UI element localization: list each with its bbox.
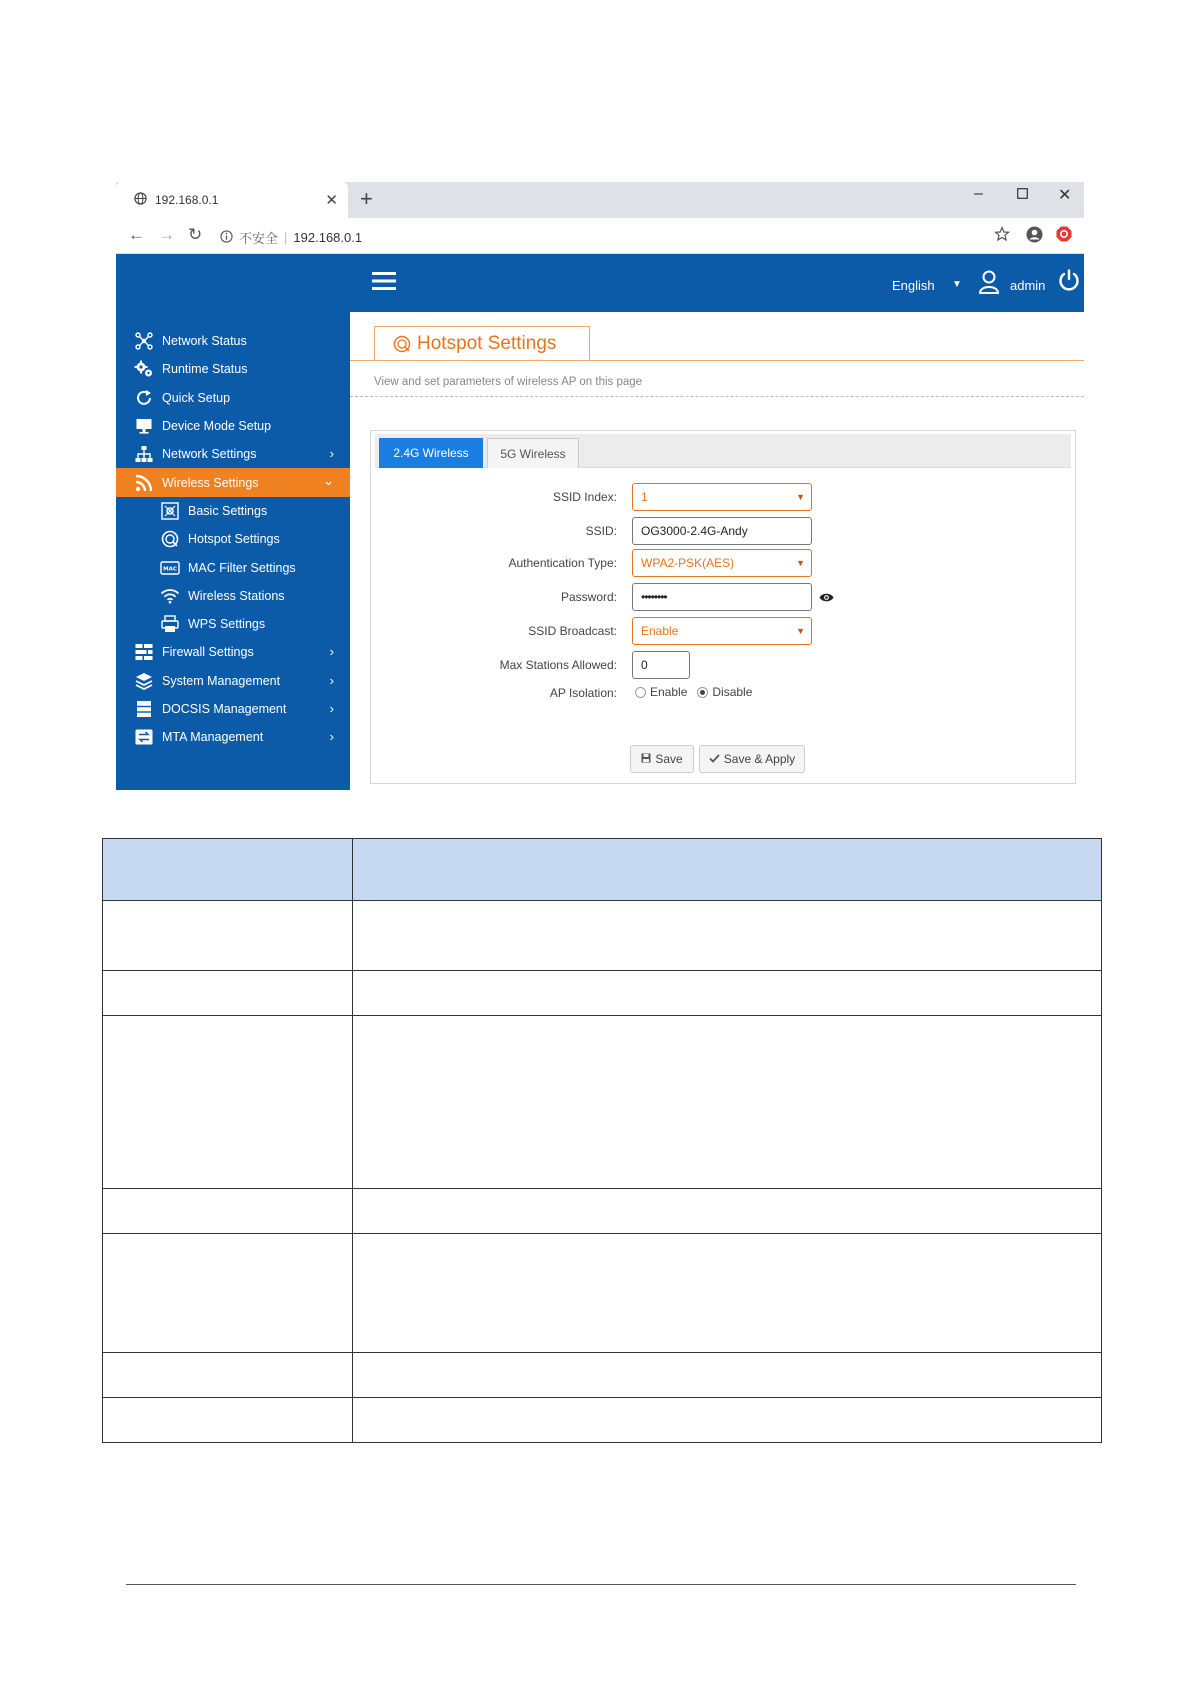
sidebar-item-label: Network Settings bbox=[162, 447, 257, 462]
radio-unchecked bbox=[635, 687, 646, 698]
table-cell bbox=[103, 1189, 353, 1234]
account-icon[interactable] bbox=[1026, 226, 1043, 248]
ssid-broadcast-label: SSID Broadcast: bbox=[528, 624, 617, 638]
table-cell bbox=[352, 1016, 1101, 1189]
ssid-input[interactable]: OG3000-2.4G-Andy bbox=[632, 517, 812, 545]
table-header-cell bbox=[352, 839, 1101, 901]
table-row bbox=[103, 1189, 1102, 1234]
caret-down-icon: ▼ bbox=[796, 626, 805, 636]
ssid-index-select[interactable] bbox=[632, 483, 812, 511]
title-underline bbox=[350, 360, 1084, 361]
extension-stop-icon[interactable] bbox=[1056, 226, 1072, 247]
wifi-icon bbox=[160, 587, 180, 605]
sidebar-item-label: Basic Settings bbox=[188, 503, 268, 518]
hotspot-title-icon bbox=[393, 335, 411, 353]
ssid-broadcast-row bbox=[371, 617, 1075, 645]
table-row bbox=[103, 1016, 1102, 1189]
ap-isolation-label: AP Isolation: bbox=[549, 686, 617, 700]
radio-checked bbox=[697, 687, 708, 698]
basic-settings-icon bbox=[160, 502, 180, 520]
app-header bbox=[116, 254, 1084, 312]
sidebar-item-quick-setup[interactable] bbox=[116, 384, 350, 412]
ssid-index-row bbox=[371, 483, 1075, 511]
parameter-table bbox=[102, 838, 1102, 1443]
password-row bbox=[371, 583, 1075, 611]
password-input[interactable]: •••••••• bbox=[632, 583, 812, 611]
auth-type-select[interactable] bbox=[632, 549, 812, 577]
table-cell bbox=[103, 1398, 353, 1443]
table-cell bbox=[352, 1189, 1101, 1234]
table-cell bbox=[103, 1016, 353, 1189]
user-icon bbox=[978, 270, 1000, 299]
sidebar-item-mac-filter-settings[interactable] bbox=[116, 553, 350, 581]
sidebar-item-wps-settings[interactable] bbox=[116, 610, 350, 638]
star-icon[interactable] bbox=[994, 226, 1010, 247]
sidebar-item-label: Device Mode Setup bbox=[162, 419, 272, 434]
chevron-right-icon: › bbox=[329, 672, 334, 688]
sidebar-item-label: Runtime Status bbox=[162, 362, 248, 377]
max-stations-label: Max Stations Allowed: bbox=[499, 658, 617, 672]
footer-rule bbox=[126, 1584, 1076, 1585]
username: admin bbox=[1010, 278, 1046, 293]
ssid-row bbox=[371, 517, 1075, 545]
sidebar-item-basic-settings[interactable] bbox=[116, 497, 350, 525]
table-cell bbox=[352, 901, 1101, 971]
wps-icon bbox=[160, 615, 180, 633]
caret-down-icon: ▼ bbox=[952, 279, 962, 290]
save-apply-label: Save & Apply bbox=[723, 752, 796, 766]
sidebar-item-label: DOCSIS Management bbox=[162, 702, 287, 716]
caret-down-icon: ▼ bbox=[796, 492, 805, 502]
settings-panel bbox=[370, 430, 1076, 784]
tab-2-4g-wireless[interactable]: 2.4G Wireless bbox=[379, 438, 483, 468]
table-cell bbox=[352, 1353, 1101, 1398]
table-cell bbox=[352, 1234, 1101, 1353]
chevron-right-icon: › bbox=[329, 700, 334, 716]
table-cell bbox=[103, 901, 353, 971]
ap-isolation-disable-radio[interactable] bbox=[697, 685, 752, 699]
save-apply-button[interactable] bbox=[699, 745, 805, 773]
table-row bbox=[103, 1353, 1102, 1398]
floppy-icon bbox=[641, 752, 651, 766]
sidebar-item-wireless-settings[interactable] bbox=[116, 468, 350, 496]
table-row bbox=[103, 901, 1102, 971]
hotspot-icon bbox=[160, 530, 180, 548]
ap-isolation-radios bbox=[635, 685, 752, 699]
sidebar-item-label: MTA Management bbox=[162, 730, 264, 745]
firewall-icon bbox=[134, 643, 154, 661]
sidebar-item-network-status[interactable] bbox=[116, 327, 350, 355]
max-stations-input[interactable]: 0 bbox=[632, 651, 690, 679]
ssid-broadcast-value: Enable bbox=[641, 624, 679, 638]
menu-toggle-icon[interactable] bbox=[372, 272, 396, 295]
ssid-broadcast-select[interactable] bbox=[632, 617, 812, 645]
layers-icon bbox=[134, 672, 154, 690]
max-stations-row bbox=[371, 651, 1075, 679]
main-content bbox=[350, 312, 1084, 790]
dashed-divider bbox=[350, 396, 1084, 397]
globe-icon bbox=[134, 192, 147, 208]
logout-power-icon[interactable] bbox=[1058, 269, 1080, 296]
wireless-band-tabs bbox=[375, 434, 1071, 468]
reload-icon[interactable]: ↻ bbox=[188, 225, 203, 244]
url-separator: | bbox=[284, 230, 288, 245]
password-label: Password: bbox=[560, 590, 617, 604]
sidebar-item-label: Quick Setup bbox=[162, 390, 231, 405]
table-cell bbox=[103, 1353, 353, 1398]
sidebar-item-label: MAC Filter Settings bbox=[188, 560, 296, 575]
ap-isolation-row bbox=[371, 679, 1075, 707]
address-bar bbox=[116, 218, 1084, 254]
eye-icon[interactable] bbox=[819, 590, 834, 608]
table-cell bbox=[352, 1398, 1101, 1443]
maximize-icon[interactable] bbox=[1017, 186, 1028, 204]
ssid-index-value: 1 bbox=[641, 490, 648, 504]
ssid-label: SSID: bbox=[585, 524, 617, 538]
back-icon[interactable]: ← bbox=[128, 225, 145, 244]
table-row bbox=[103, 1234, 1102, 1353]
table-row bbox=[103, 971, 1102, 1016]
forward-icon[interactable]: → bbox=[158, 225, 175, 244]
save-button[interactable] bbox=[630, 745, 694, 773]
table-header-row bbox=[103, 839, 1102, 901]
check-icon bbox=[709, 752, 720, 766]
chevron-right-icon: › bbox=[329, 446, 334, 462]
language-selector[interactable]: English bbox=[892, 278, 935, 293]
table-cell bbox=[352, 971, 1101, 1016]
chevron-down-icon: ⌄ bbox=[323, 473, 334, 489]
radio-label: Disable bbox=[712, 685, 753, 699]
sidebar-item-label: Wireless Stations bbox=[188, 588, 285, 603]
chevron-right-icon: › bbox=[329, 729, 334, 745]
close-tab-icon[interactable]: ✕ bbox=[325, 192, 338, 209]
exchange-icon bbox=[134, 728, 154, 746]
sidebar-item-docsis-management[interactable] bbox=[116, 695, 350, 723]
monitor-icon bbox=[134, 417, 154, 435]
sidebar-item-label: Network Status bbox=[162, 334, 247, 349]
tab-title: 192.168.0.1 bbox=[155, 193, 219, 207]
sitemap-icon bbox=[134, 445, 154, 463]
radio-label: Enable bbox=[650, 685, 688, 699]
svg-text:MAC: MAC bbox=[163, 566, 177, 573]
url-field[interactable] bbox=[220, 228, 362, 247]
refresh-icon bbox=[134, 389, 154, 407]
gears-icon bbox=[134, 360, 154, 378]
sidebar-item-wireless-stations[interactable] bbox=[116, 582, 350, 610]
sidebar-item-firewall-settings[interactable] bbox=[116, 638, 350, 666]
sidebar-item-mta-management[interactable] bbox=[116, 723, 350, 751]
table-header-cell bbox=[103, 839, 353, 901]
sidebar-item-runtime-status[interactable] bbox=[116, 355, 350, 383]
table-cell bbox=[103, 1234, 353, 1353]
new-tab-icon[interactable]: + bbox=[360, 186, 373, 211]
page-title: Hotspot Settings bbox=[417, 332, 557, 354]
mac-icon bbox=[160, 559, 180, 577]
table-cell bbox=[103, 971, 353, 1016]
save-label: Save bbox=[655, 752, 683, 766]
sidebar-item-system-management[interactable] bbox=[116, 667, 350, 695]
page-description: View and set parameters of wireless AP on this page bbox=[374, 376, 643, 388]
url-text: 192.168.0.1 bbox=[293, 230, 363, 245]
sidebar-item-label: Firewall Settings bbox=[162, 645, 254, 660]
info-icon bbox=[220, 230, 233, 246]
table-row bbox=[103, 1398, 1102, 1443]
caret-down-icon: ▼ bbox=[796, 558, 805, 568]
tab-5g-wireless[interactable]: 5G Wireless bbox=[487, 438, 579, 468]
ssid-index-label: SSID Index: bbox=[552, 490, 617, 504]
sidebar-item-label: Hotspot Settings bbox=[188, 532, 280, 547]
minimize-icon[interactable]: – bbox=[974, 185, 983, 202]
browser-window bbox=[116, 182, 1084, 790]
sidebar-item-network-settings[interactable] bbox=[116, 440, 350, 468]
auth-type-value: WPA2-PSK(AES) bbox=[641, 556, 735, 570]
browser-tab[interactable] bbox=[116, 182, 348, 218]
sidebar-item-hotspot-settings[interactable] bbox=[116, 525, 350, 553]
auth-type-row bbox=[371, 549, 1075, 577]
page-title-tab bbox=[374, 326, 590, 360]
close-window-icon[interactable]: ✕ bbox=[1058, 187, 1072, 204]
sidebar-item-label: System Management bbox=[162, 673, 281, 688]
auth-type-label: Authentication Type: bbox=[508, 556, 617, 570]
wifi-rss-icon bbox=[134, 474, 154, 492]
network-status-icon bbox=[134, 332, 154, 350]
sidebar-item-device-mode-setup[interactable] bbox=[116, 412, 350, 440]
sidebar bbox=[116, 312, 350, 790]
router-admin-app bbox=[116, 254, 1084, 790]
chevron-right-icon: › bbox=[329, 644, 334, 660]
docsis-icon bbox=[134, 700, 154, 718]
sidebar-item-label: Wireless Settings bbox=[162, 475, 259, 490]
ap-isolation-enable-radio[interactable] bbox=[635, 685, 687, 699]
sidebar-item-label: WPS Settings bbox=[188, 617, 266, 632]
insecure-label: 不安全 bbox=[239, 231, 279, 246]
tab-strip bbox=[116, 182, 1084, 218]
